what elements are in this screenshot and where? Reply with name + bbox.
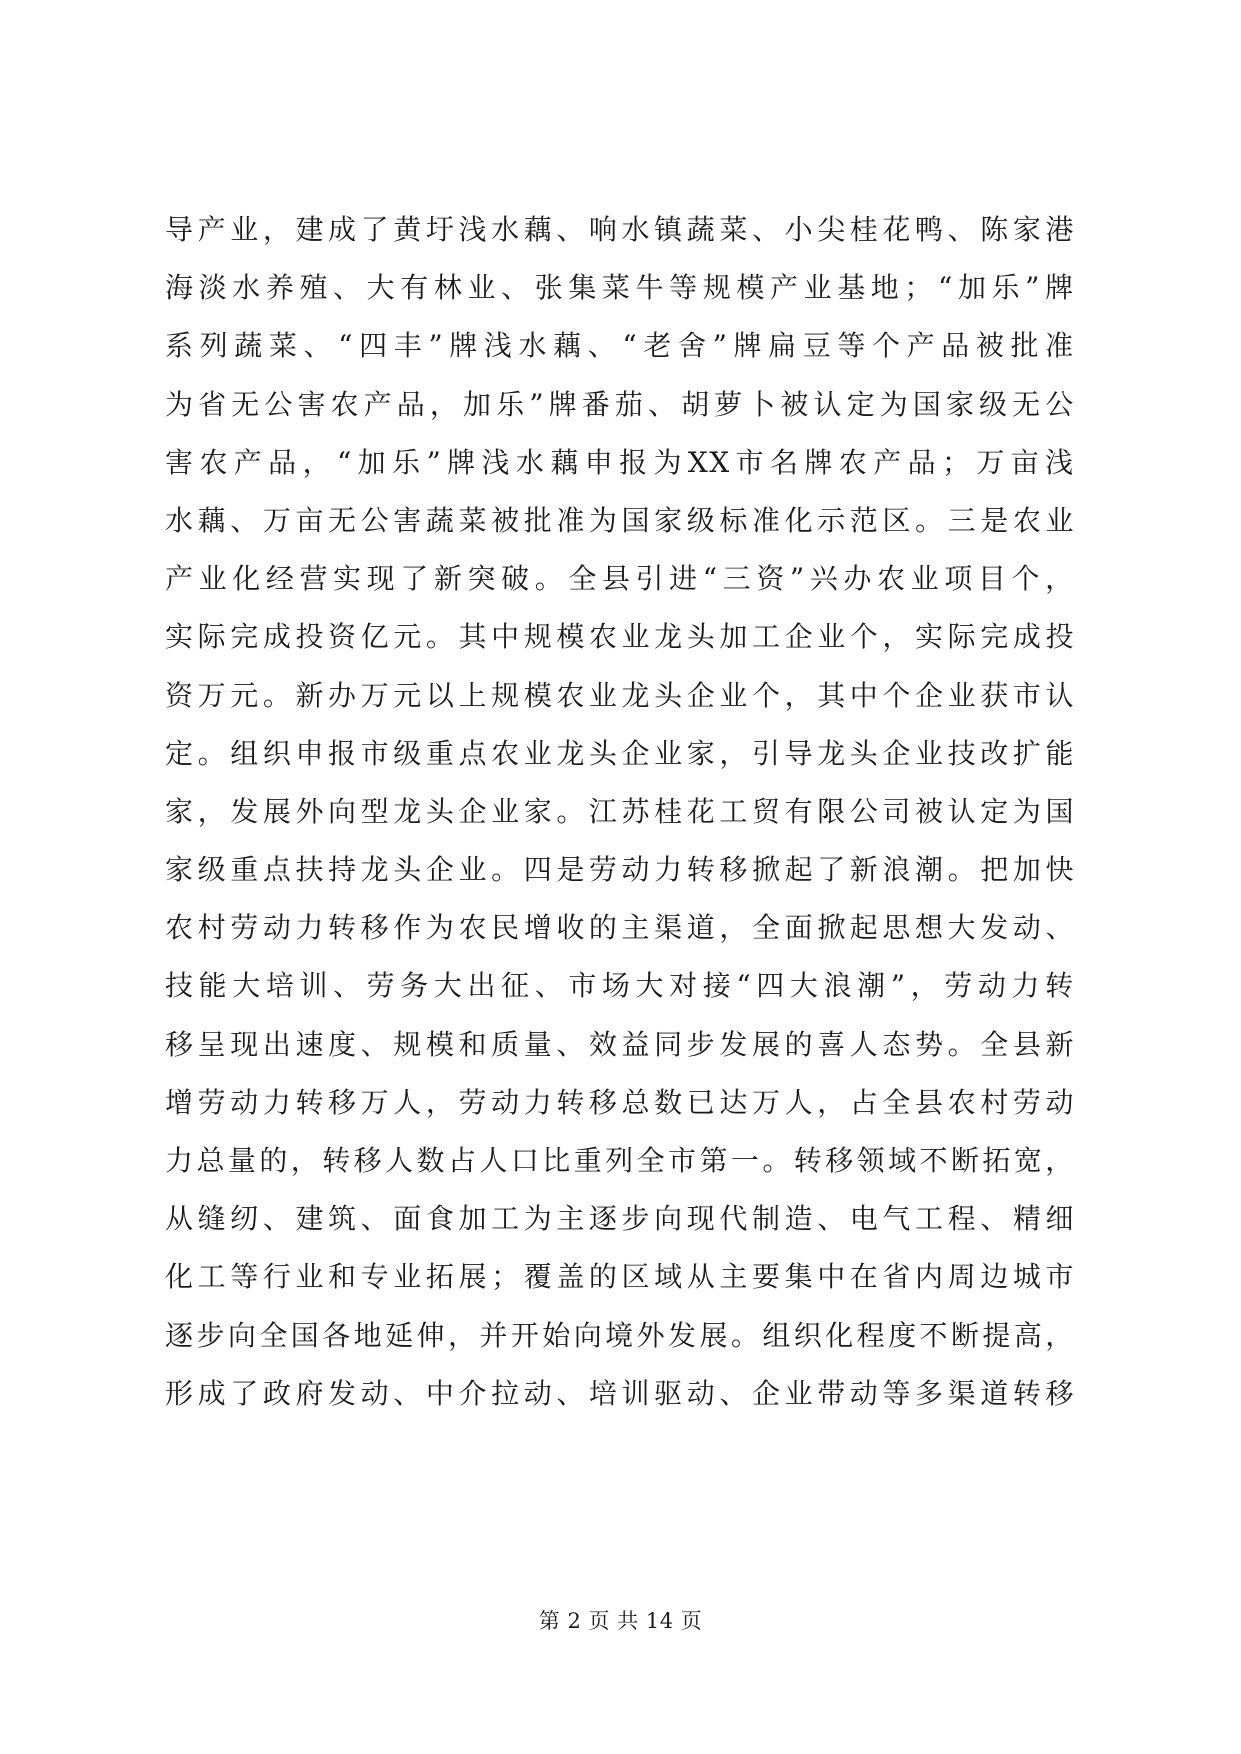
text-line: 增 劳 动 力 转 移 万 人 ， 劳 动 力 转 移 总 数 已 达 万 人 ， 占 全 县 农 村 劳 动 bbox=[165, 1085, 1075, 1119]
text-line: 为 省 无 公 害 农 产 品 ， 加 乐 ” 牌 番 茄 、 胡 萝 卜 被 认 定 为 国 家 级 无 公 bbox=[165, 387, 1075, 421]
text-line: 资 万 元 。 新 办 万 元 以 上 规 模 农 业 龙 头 企 业 个 ， 其 中 个 企 业 获 市 认 bbox=[165, 678, 1075, 712]
text-line: 形 成 了 政 府 发 动 、 中 介 拉 动 、 培 训 驱 动 、 企 业 带 动 等 多 渠 道 转 移 bbox=[165, 1376, 1075, 1410]
text-line: 家 ， 发 展 外 向 型 龙 头 企 业 家 。 江 苏 桂 花 工 贸 有 限 公 司 被 认 定 为 国 bbox=[165, 794, 1075, 828]
text-line: 实 际 完 成 投 资 亿 元 。 其 中 规 模 农 业 龙 头 加 工 企 业 个 ， 实 际 完 成 投 bbox=[165, 620, 1075, 654]
text-line: 技 能 大 培 训 、 劳 务 大 出 征 、 市 场 大 对 接 “ 四 大 浪 潮 ” ， 劳 动 力 转 bbox=[165, 969, 1075, 1003]
text-line: 力 总 量 的 ， 转 移 人 数 占 人 口 比 重 列 全 市 第 一 。 转 移 领 域 不 断 拓 宽 ， bbox=[165, 1144, 1075, 1177]
text-line: 移 呈 现 出 速 度 、 规 模 和 质 量 、 效 益 同 步 发 展 的 喜 人 态 势 。 全 县 新 bbox=[165, 1027, 1075, 1061]
text-line: 导 产 业 ， 建 成 了 黄 圩 浅 水 藕 、 响 水 镇 蔬 菜 、 小 尖 桂 花 鸭 、 陈 家 港 bbox=[165, 213, 1075, 246]
text-line: 害 农 产 品 ， “ 加 乐 ” 牌 浅 水 藕 申 报 为 XX 市 名 牌 农 产 品 ； 万 亩 浅 bbox=[165, 445, 1075, 479]
text-line: 农 村 劳 动 力 转 移 作 为 农 民 增 收 的 主 渠 道 ， 全 面 掀 起 思 想 大 发 动 、 bbox=[165, 911, 1075, 945]
text-line: 海 淡 水 养 殖 、 大 有 林 业 、 张 集 菜 牛 等 规 模 产 业 基 地 ； “ 加 乐 ” 牌 bbox=[165, 271, 1075, 305]
text-line: 产 业 化 经 营 实 现 了 新 突 破 。 全 县 引 进 “ 三 资 ” 兴 办 农 业 项 目 个 ， bbox=[165, 562, 1075, 596]
text-line: 定 。 组 织 申 报 市 级 重 点 农 业 龙 头 企 业 家 ， 引 导 龙 头 企 业 技 改 扩 能 bbox=[165, 736, 1075, 770]
text-line: 从 缝 纫 、 建 筑 、 面 食 加 工 为 主 逐 步 向 现 代 制 造 、 电 气 工 程 、 精 细 bbox=[165, 1202, 1075, 1236]
body-text bbox=[165, 213, 1075, 1452]
text-line: 家 级 重 点 扶 持 龙 头 企 业 。 四 是 劳 动 力 转 移 掀 起 了 新 浪 潮 。 把 加 快 bbox=[165, 853, 1075, 887]
page-footer: 第 2 页 共 14 页 bbox=[538, 1609, 703, 1633]
text-line: 水 藕 、 万 亩 无 公 害 蔬 菜 被 批 准 为 国 家 级 标 准 化 示 范 区 。 三 是 农 业 bbox=[165, 503, 1075, 537]
text-line: 化 工 等 行 业 和 专 业 拓 展 ； 覆 盖 的 区 域 从 主 要 集 中 在 省 内 周 边 城 市 bbox=[165, 1260, 1075, 1294]
text-line: 系 列 蔬 菜 、 “ 四 丰 ” 牌 浅 水 藕 、 “ 老 舍 ” 牌 扁 豆 等 个 产 品 被 批 准 bbox=[165, 329, 1075, 363]
text-line: 逐 步 向 全 国 各 地 延 伸 ， 并 开 始 向 境 外 发 展 。 组 织 化 程 度 不 断 提 高 ， bbox=[165, 1318, 1075, 1352]
